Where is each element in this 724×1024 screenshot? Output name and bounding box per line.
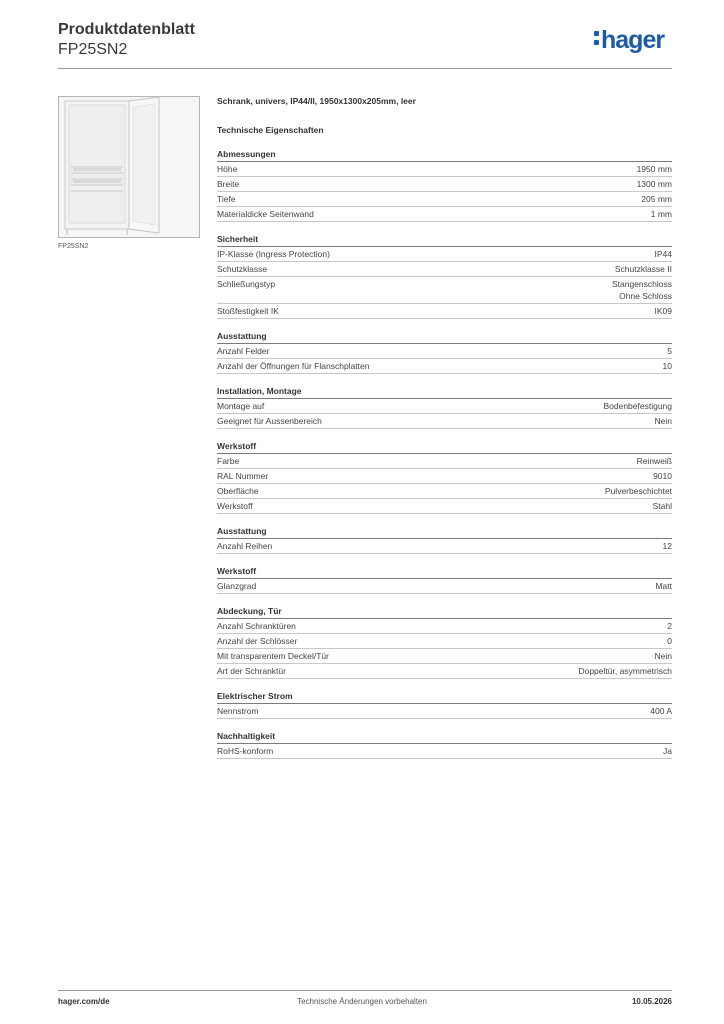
spec-label: IP-Klasse (Ingress Protection) — [217, 249, 330, 259]
image-caption: FP25SN2 — [58, 243, 89, 250]
spec-value: 2 — [667, 621, 672, 631]
spec-row — [217, 192, 672, 207]
header-divider — [58, 68, 672, 69]
spec-label: Farbe — [217, 456, 240, 466]
spec-value: 1300 mm — [636, 179, 672, 189]
spec-value: Reinweiß — [636, 456, 672, 466]
spec-group-title: Elektrischer Strom — [217, 691, 672, 704]
spec-value: 400 A — [650, 706, 672, 716]
spec-label: Schutzklasse — [217, 264, 268, 274]
section-heading: Technische Eigenschaften — [217, 125, 324, 135]
spec-value: 5 — [667, 346, 672, 356]
footer-divider — [58, 990, 672, 991]
spec-group-title: Abdeckung, Tür — [217, 606, 672, 619]
cabinet-image — [59, 97, 199, 237]
footer-disclaimer: Technische Änderungen vorbehalten — [297, 997, 427, 1006]
spec-row — [217, 177, 672, 192]
document-header — [58, 20, 195, 60]
spec-label: Oberfläche — [217, 486, 259, 496]
spec-value: 0 — [667, 636, 672, 646]
spec-value: Pulverbeschichtet — [604, 486, 672, 496]
spec-label: RoHS-konform — [217, 746, 274, 756]
spec-row — [217, 619, 672, 634]
spec-value: Schutzklasse II — [614, 264, 672, 274]
hager-logo[interactable] — [594, 26, 664, 54]
spec-row — [217, 262, 672, 277]
spec-group — [217, 149, 672, 222]
footer-website-link[interactable]: hager.com/de — [58, 997, 110, 1006]
spec-group-title: Sicherheit — [217, 234, 672, 247]
spec-value: Nein — [654, 651, 672, 661]
spec-row — [217, 649, 672, 664]
footer-date: 10.05.2026 — [631, 997, 672, 1006]
spec-label: Schließungstyp — [217, 279, 276, 289]
spec-value: 12 — [662, 541, 672, 551]
logo-dots-icon — [594, 31, 599, 45]
spec-group — [217, 691, 672, 719]
spec-row — [217, 247, 672, 262]
spec-group-title: Ausstattung — [217, 526, 672, 539]
spec-value: Stahl — [652, 501, 672, 511]
spec-label: Geeignet für Aussenbereich — [217, 416, 322, 426]
spec-label: Nennstrom — [217, 706, 259, 716]
spec-value: Nein — [654, 416, 672, 426]
spec-row — [217, 579, 672, 594]
spec-value: Doppeltür, asymmetrisch — [578, 666, 672, 676]
spec-row — [217, 634, 672, 649]
spec-group — [217, 606, 672, 679]
spec-group — [217, 731, 672, 759]
spec-group — [217, 386, 672, 429]
spec-value: 1950 mm — [636, 164, 672, 174]
spec-group-title: Ausstattung — [217, 331, 672, 344]
spec-group — [217, 331, 672, 374]
spec-row — [217, 744, 672, 759]
spec-row — [217, 414, 672, 429]
spec-row — [217, 469, 672, 484]
spec-label: Tiefe — [217, 194, 236, 204]
spec-group — [217, 234, 672, 319]
spec-value: 10 — [662, 361, 672, 371]
spec-label: Glanzgrad — [217, 581, 257, 591]
spec-value: Bodenbefestigung — [603, 401, 672, 411]
product-image — [58, 96, 200, 238]
spec-row — [217, 304, 672, 319]
spec-group-title: Abmessungen — [217, 149, 672, 162]
spec-value: 1 mm — [650, 209, 672, 219]
spec-value: 205 mm — [641, 194, 672, 204]
spec-group-title: Werkstoff — [217, 566, 672, 579]
spec-label: Montage auf — [217, 401, 265, 411]
spec-row — [217, 499, 672, 514]
spec-row — [217, 704, 672, 719]
spec-label: Art der Schranktür — [217, 666, 286, 676]
spec-label: Anzahl Schranktüren — [217, 621, 296, 631]
spec-row — [217, 344, 672, 359]
spec-group — [217, 441, 672, 514]
spec-value: IK09 — [654, 306, 672, 316]
spec-group — [217, 566, 672, 594]
spec-value: Matt — [655, 581, 672, 591]
spec-value: IP44 — [654, 249, 672, 259]
spec-label: Stoßfestigkeit IK — [217, 306, 279, 316]
spec-label: Mit transparentem Deckel/Tür — [217, 651, 329, 661]
spec-group-title: Werkstoff — [217, 441, 672, 454]
logo-text: hager — [601, 26, 665, 54]
spec-row — [217, 162, 672, 177]
spec-groups — [217, 149, 672, 759]
spec-label: Anzahl der Öffnungen für Flanschplatten — [217, 361, 370, 371]
spec-value: 9010 — [653, 471, 672, 481]
spec-label: Breite — [217, 179, 240, 189]
spec-row — [217, 277, 672, 304]
spec-label: Anzahl Felder — [217, 346, 270, 356]
spec-group — [217, 526, 672, 554]
spec-group-title: Installation, Montage — [217, 386, 672, 399]
spec-label: Materialdicke Seitenwand — [217, 209, 314, 219]
spec-label: Höhe — [217, 164, 238, 174]
spec-row — [217, 454, 672, 469]
spec-row — [217, 207, 672, 222]
document-title: Produktdatenblatt — [58, 21, 195, 38]
spec-row — [217, 399, 672, 414]
product-title: Schrank, univers, IP44/II, 1950x1300x205mm, leer — [217, 96, 416, 106]
spec-value: Stangenschloss Ohne Schloss — [611, 279, 672, 301]
spec-row — [217, 484, 672, 499]
document-subtitle: FP25SN2 — [58, 41, 128, 58]
spec-label: Werkstoff — [217, 501, 253, 511]
spec-row — [217, 539, 672, 554]
spec-row — [217, 359, 672, 374]
spec-label: Anzahl der Schlösser — [217, 636, 298, 646]
spec-label: RAL Nummer — [217, 471, 269, 481]
spec-label: Anzahl Reihen — [217, 541, 273, 551]
spec-group-title: Nachhaltigkeit — [217, 731, 672, 744]
spec-row — [217, 664, 672, 679]
spec-value: Ja — [663, 746, 672, 756]
spec-content — [217, 93, 672, 759]
